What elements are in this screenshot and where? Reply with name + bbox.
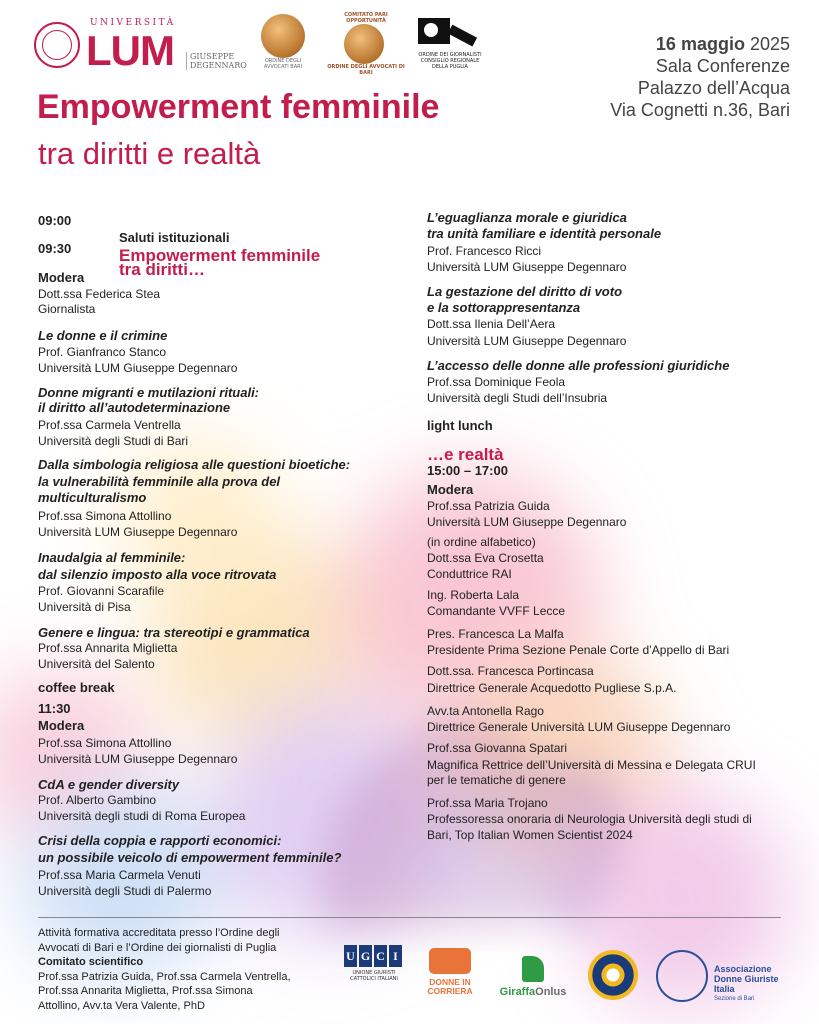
program-left-row-27: coffee break bbox=[38, 680, 115, 695]
ordine-avvocati-caption: ORDINE DEGLI AVVOCATI BARI bbox=[263, 58, 303, 70]
program-left-row-18: Prof.ssa Simona Attollino bbox=[38, 509, 172, 523]
program-right-row-16: Università LUM Giuseppe Degennaro bbox=[427, 515, 627, 529]
program-right-row-0: L’eguaglianza morale e giuridica bbox=[427, 210, 627, 225]
program-right-row-10: Università degli Studi dell’Insubria bbox=[427, 391, 608, 405]
program-left-row-12: il diritto all’autodeterminazione bbox=[38, 400, 231, 415]
program-right-row-32: Professoressa onoraria di Neurologia Università degli studi di bbox=[427, 812, 752, 826]
adgi-logo: Associazione Donne Giuriste Italia Sezione di Bari bbox=[656, 950, 786, 1010]
giraffa-icon bbox=[522, 956, 544, 982]
program-left-row-8: Le donne e il crimine bbox=[38, 328, 168, 343]
program-right-row-4: La gestazione del diritto di voto bbox=[427, 284, 623, 299]
program-left-row-10: Università LUM Giuseppe Degennaro bbox=[38, 361, 238, 375]
comitato-pari-top: COMITATO PARI OPPORTUNITÀ bbox=[344, 12, 388, 24]
program-left-row-28: 11:30 bbox=[38, 701, 71, 716]
ordine-avvocati-seal-icon bbox=[261, 14, 305, 58]
program-right-row-23: Presidente Prima Sezione Penale Corte d’Appello di Bari bbox=[427, 643, 730, 657]
program-left-row-38: Università degli Studi di Palermo bbox=[38, 884, 212, 898]
page-subtitle: tra diritti e realtà bbox=[38, 136, 261, 171]
program-right-row-6: Dott.ssa Ilenia Dell’Aera bbox=[427, 317, 556, 331]
program-right-row-5: e la sottorappresentanza bbox=[427, 300, 581, 315]
program-right-row-20: Ing. Roberta Lala bbox=[427, 588, 520, 602]
program-right-row-27: Direttrice Generale Università LUM Giuseppe Degennaro bbox=[427, 720, 731, 734]
program-right-row-22: Pres. Francesca La Malfa bbox=[427, 627, 564, 641]
program-right-row-19: Conduttrice RAI bbox=[427, 567, 512, 581]
program-left-row-31: Università LUM Giuseppe Degennaro bbox=[38, 752, 238, 766]
program-left-row-2: 09:30 bbox=[38, 241, 72, 256]
donne-in-corriera-logo: DONNE IN CORRIERA bbox=[422, 948, 478, 1008]
ordine-giornalisti-logo bbox=[414, 16, 486, 72]
lum-universita-label: UNIVERSITÀ bbox=[90, 18, 176, 28]
program-left-row-24: Genere e lingua: tra stereotipi e grammatica bbox=[38, 625, 310, 640]
program-right-row-29: Magnifica Rettrice dell’Università di Messina e Delegata CRUI bbox=[427, 758, 756, 772]
rotary-logo-icon bbox=[588, 950, 638, 1000]
bus-icon bbox=[429, 948, 471, 974]
lum-wordmark: LUM bbox=[86, 27, 174, 74]
program-right-row-1: tra unità familiare e identità personale bbox=[427, 226, 662, 241]
comitato-pari-caption: ORDINE DEGLI AVVOCATI DI BARI bbox=[327, 64, 405, 76]
program-left-row-7: Giornalista bbox=[38, 302, 96, 316]
ordine-avvocati-logo bbox=[252, 14, 314, 70]
program-right-row-30: per le tematiche di genere bbox=[427, 773, 566, 787]
program-right-row-21: Comandante VVFF Lecce bbox=[427, 604, 566, 618]
program-left-row-36: un possibile veicolo di empowerment femminile? bbox=[38, 850, 342, 865]
program-right-row-24: Dott.ssa. Francesca Portincasa bbox=[427, 664, 594, 678]
venue-address: Via Cognetti n.36, Bari bbox=[610, 100, 790, 120]
program-right-row-25: Direttrice Generale Acquedotto Pugliese S.p.A. bbox=[427, 681, 677, 695]
event-date: 16 maggio 2025 bbox=[655, 34, 790, 54]
program-left-row-22: Prof. Giovanni Scarafile bbox=[38, 584, 165, 598]
program-left-row-11: Donne migranti e mutilazioni rituali: bbox=[38, 385, 260, 400]
footer-accreditation: Attività formativa accreditata presso l’Ordine degli Avvocati di Bari e l’Ordine dei giornalisti di Puglia Comitato scientifico Prof.ssa Patrizia Guida, Prof.ssa Carmela Ventrella, Prof.ssa Annarita Miglietta, Prof.ssa Simona Attollino, Avv.ta Vera Valente, PhD bbox=[38, 926, 338, 1013]
program-left-row-29: Modera bbox=[38, 718, 85, 733]
program-left-row-37: Prof.ssa Maria Carmela Venuti bbox=[38, 868, 201, 882]
program-left-row-15: Dalla simbologia religiosa alle questioni bioetiche: bbox=[38, 457, 351, 472]
program-right-row-8: L’accesso delle donne alle professioni giuridiche bbox=[427, 358, 730, 373]
program-left-row-25: Prof.ssa Annarita Miglietta bbox=[38, 641, 178, 655]
program-right-row-28: Prof.ssa Giovanna Spatari bbox=[427, 741, 568, 755]
program-left-row-6: Dott.ssa Federica Stea bbox=[38, 287, 161, 301]
lum-logo bbox=[34, 14, 247, 74]
page-title: Empowerment femminile bbox=[37, 88, 440, 126]
program-right-row-14: Modera bbox=[427, 482, 474, 497]
comitato-pari-logo bbox=[326, 12, 406, 76]
giraffa-onlus-logo: GiraffaOnlus bbox=[488, 956, 578, 1006]
program-left-row-5: Modera bbox=[38, 270, 85, 285]
program-left-row-30: Prof.ssa Simona Attollino bbox=[38, 736, 172, 750]
program-right-row-9: Prof.ssa Dominique Feola bbox=[427, 375, 566, 389]
program-left-row-20: Inaudalgia al femminile: bbox=[38, 550, 186, 565]
program-right-row-17: (in ordine alfabetico) bbox=[427, 535, 536, 549]
lum-seal-icon bbox=[34, 22, 80, 68]
program-left-row-3: Empowerment femminile bbox=[119, 246, 321, 265]
lum-subtitle: GIUSEPPE DEGENNARO bbox=[186, 52, 247, 70]
program-left-row-0: 09:00 bbox=[38, 213, 72, 228]
comitato-pari-seal-icon bbox=[344, 24, 384, 64]
program-right-row-11: light lunch bbox=[427, 418, 493, 433]
program-left-row-13: Prof.ssa Carmela Ventrella bbox=[38, 418, 181, 432]
ugci-logo: U G C I UNIONE GIURISTI CATTOLICI ITALIANI bbox=[344, 945, 404, 1007]
program-right-row-12: …e realtà bbox=[427, 445, 504, 464]
program-right-row-15: Prof.ssa Patrizia Guida bbox=[427, 499, 550, 513]
program-right-row-18: Dott.ssa Eva Crosetta bbox=[427, 551, 544, 565]
program-right-row-2: Prof. Francesco Ricci bbox=[427, 244, 542, 258]
program-right-row-3: Università LUM Giuseppe Degennaro bbox=[427, 260, 627, 274]
program-left-row-16: la vulnerabilità femminile alla prova del bbox=[38, 474, 281, 489]
ordine-giornalisti-caption: ORDINE DEI GIORNALISTI CONSIGLIO REGIONALE DELLA PUGLIA bbox=[418, 52, 482, 70]
program-left-row-19: Università LUM Giuseppe Degennaro bbox=[38, 525, 238, 539]
ordine-giornalisti-icon bbox=[418, 18, 450, 44]
program-left-row-32: CdA e gender diversity bbox=[38, 777, 180, 792]
venue-room: Sala Conferenze bbox=[655, 56, 790, 76]
venue-building: Palazzo dell’Acqua bbox=[637, 78, 790, 98]
program-right-row-31: Prof.ssa Maria Trojano bbox=[427, 796, 548, 810]
program-left-row-17: multiculturalismo bbox=[38, 490, 147, 505]
program-right-row-33: Bari, Top Italian Women Scientist 2024 bbox=[427, 828, 633, 842]
program-left-row-26: Università del Salento bbox=[38, 657, 155, 671]
program-left-row-23: Università di Pisa bbox=[38, 600, 131, 614]
program-left-row-33: Prof. Alberto Gambino bbox=[38, 793, 157, 807]
program-right-row-13: 15:00 – 17:00 bbox=[427, 463, 508, 478]
program-right-row-7: Università LUM Giuseppe Degennaro bbox=[427, 334, 627, 348]
program-left-row-4: tra diritti… bbox=[119, 260, 205, 279]
adgi-emblem-icon bbox=[656, 950, 708, 1002]
event-details bbox=[560, 33, 790, 121]
comitato-scientifico-label: Comitato scientifico bbox=[38, 956, 144, 968]
program-left-row-14: Università degli Studi di Bari bbox=[38, 434, 189, 448]
program-left-row-1: Saluti istituzionali bbox=[119, 230, 230, 245]
program-left-row-34: Università degli studi di Roma Europea bbox=[38, 809, 246, 823]
program-left-row-21: dal silenzio imposto alla voce ritrovata bbox=[38, 567, 277, 582]
program-left-row-9: Prof. Gianfranco Stanco bbox=[38, 345, 167, 359]
footer-divider bbox=[38, 917, 781, 918]
program-left-row-35: Crisi della coppia e rapporti economici: bbox=[38, 833, 282, 848]
program-right-row-26: Avv.ta Antonella Rago bbox=[427, 704, 544, 718]
